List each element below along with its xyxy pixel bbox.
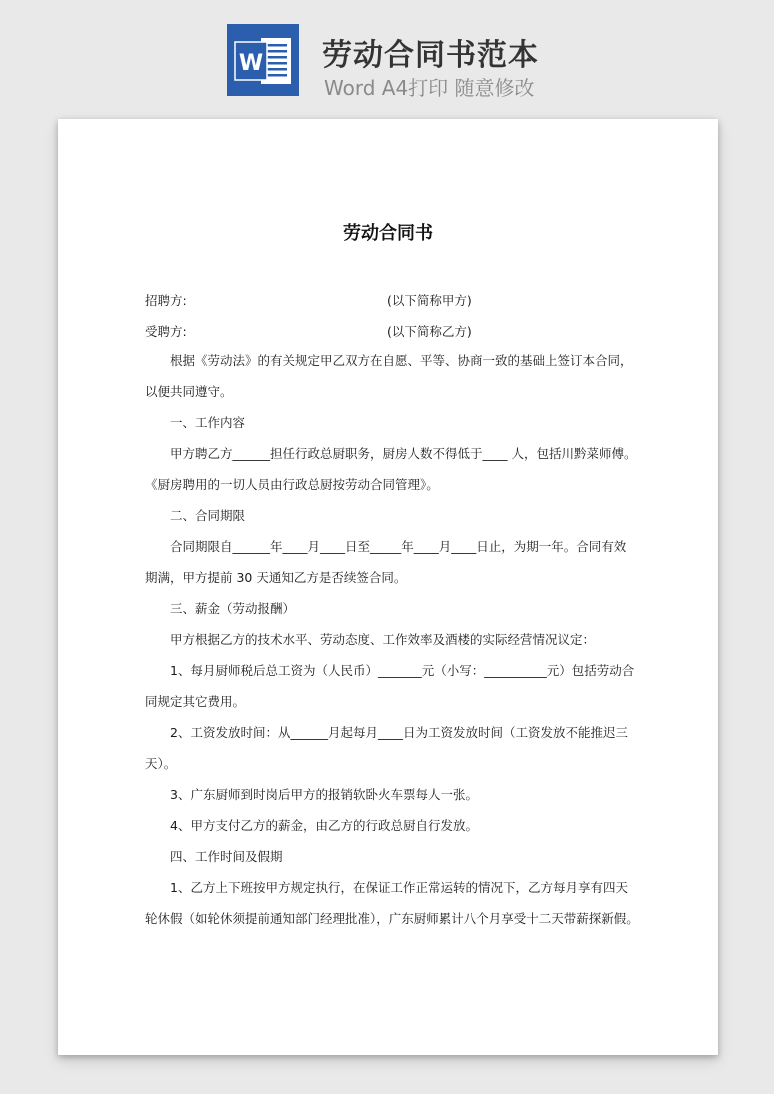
paragraph-line: 2、工资发放时间：从______月起每月____日为工资发放时间（工资发放不能推迟三 — [170, 725, 628, 740]
paragraph-line: 甲方聘乙方______担任行政总厨职务，厨房人数不得低于____ 人，包括川黔菜师傅。 — [170, 446, 637, 461]
paragraph-line: 期满，甲方提前 30 天通知乙方是否续签合同。 — [145, 570, 407, 585]
paragraph-line: 《厨房聘用的一切人员由行政总厨按劳动合同管理》。 — [145, 477, 439, 492]
employer-label: 招聘方: — [145, 293, 187, 308]
employee-label: 受聘方: — [145, 324, 187, 339]
paragraph-line: 1、乙方上下班按甲方规定执行，在保证工作正常运转的情况下，乙方每月享有四天 — [170, 880, 628, 895]
logo-letter: W — [238, 51, 264, 76]
word-icon — [227, 24, 299, 96]
section-heading: 三、薪金（劳动报酬） — [170, 601, 296, 616]
paragraph-line: 同规定其它费用。 — [145, 694, 246, 709]
employee-note: (以下简称乙方) — [387, 324, 472, 339]
banner-title: 劳动合同书范本 — [322, 38, 539, 73]
paragraph-line: 合同期限自______年____月____日至_____年____月____日止，为期一年。合同有效 — [170, 539, 627, 554]
paragraph-line: 根据《劳动法》的有关规定甲乙双方在自愿、平等、协商一致的基础上签订本合同， — [170, 353, 633, 368]
paragraph-line: 轮休假（如轮休须提前通知部门经理批准），广东厨师累计八个月享受十二天带薪探新假。 — [145, 911, 639, 926]
section-heading: 一、工作内容 — [170, 415, 246, 430]
paragraph-line: 甲方根据乙方的技术水平、劳动态度、工作效率及酒楼的实际经营情况议定： — [170, 632, 596, 647]
employer-note: (以下简称甲方) — [387, 293, 472, 308]
document-page — [58, 119, 718, 1055]
paragraph-line: 3、广东厨师到时岗后甲方的报销软卧火车票每人一张。 — [170, 787, 478, 802]
banner-subtitle: Word A4打印 随意修改 — [324, 76, 535, 100]
document-title: 劳动合同书 — [343, 223, 433, 244]
paragraph-line: 以便共同遵守。 — [145, 384, 233, 399]
paragraph-line: 4、甲方支付乙方的薪金，由乙方的行政总厨自行发放。 — [170, 818, 478, 833]
section-heading: 二、合同期限 — [170, 508, 246, 523]
paragraph-line: 1、每月厨师税后总工资为（人民币）_______元（小写：__________元）包括劳动合 — [170, 663, 635, 678]
header-banner — [0, 0, 774, 110]
paragraph-line: 天）。 — [145, 756, 177, 771]
section-heading: 四、工作时间及假期 — [170, 849, 283, 864]
